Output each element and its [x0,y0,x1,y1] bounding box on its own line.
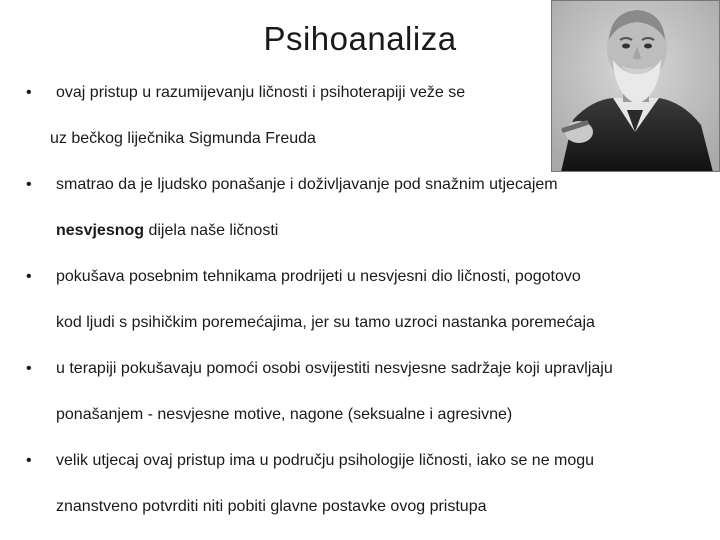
bullet-dot: • [26,268,32,285]
bullet-item [26,346,706,438]
bullet-dot: • [26,360,32,377]
bullet-item [26,254,706,346]
bullet-text-line1: pokušava posebnim tehnikama prodrijeti u nesvjesni dio ličnosti, pogotovo [56,268,581,285]
bullet-item [26,70,706,162]
bullet-dot: • [26,84,32,101]
bullet-item [26,438,706,530]
slide-title-text: Psihoanaliza [263,20,457,57]
bullet-text-line2: kod ljudi s psihičkim poremećajima, jer su tamo uzroci nastanka poremećaja [56,314,595,331]
bullet-dot: • [26,176,32,193]
emphasized-term: nesvjesnog [56,222,145,239]
bullet-text-line1: velik utjecaj ovaj pristup ima u području psihologije ličnosti, iako se ne mogu [56,452,595,469]
bullet-text-line1: ovaj pristup u razumijevanju ličnosti i psihoterapiji veže se [56,84,466,101]
bullet-dot: • [26,452,32,469]
bullet-text-line2: znanstveno potvrditi niti pobiti glavne postavke ovog pristupa [56,498,487,515]
bullet-text-line1: u terapiji pokušavaju pomoći osobi osvijestiti nesvjesne sadržaje koji upravljaju [56,360,613,377]
bullet-text-rest: dijela naše ličnosti [144,222,279,239]
bullet-text-line2: ponašanjem - nesvjesne motive, nagone (seksualne i agresivne) [56,406,513,423]
bullet-list [26,70,706,530]
bullet-text-line1: smatrao da je ljudsko ponašanje i doživljavanje pod snažnim utjecajem [56,176,558,193]
bullet-text-line2: uz bečkog liječnika Sigmunda Freuda [50,130,316,147]
bullet-item [26,162,706,254]
bullet-text-line2 [26,208,706,254]
